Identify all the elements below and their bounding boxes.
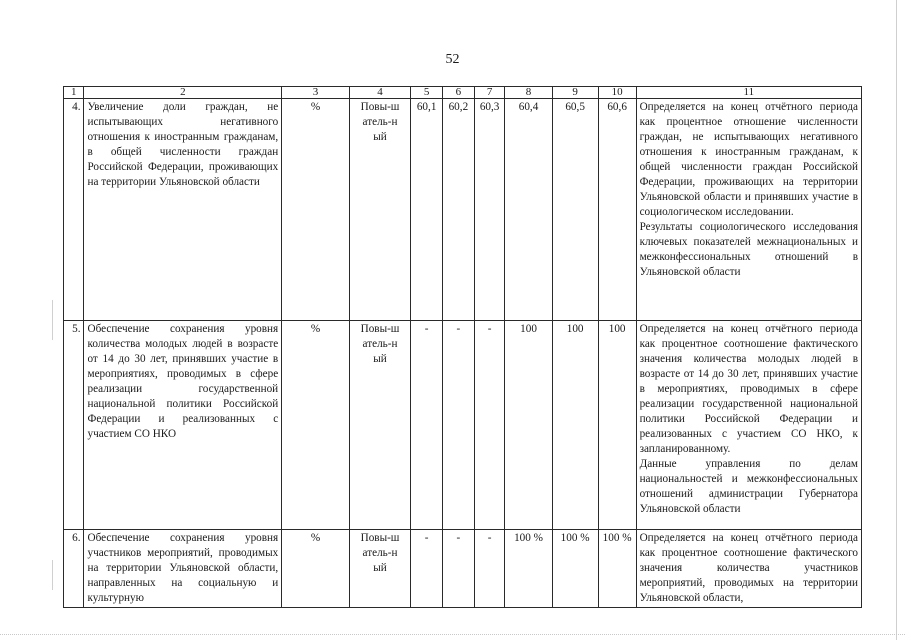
method-paragraph: Определяется на конец отчётного периода как процентное соотношение фактического значения количества участников мероприятий, проводимых на территории Ульяновской области, bbox=[639, 532, 858, 604]
header-cell: 1 bbox=[64, 87, 84, 99]
value-cell: 60,2 bbox=[443, 99, 475, 321]
value-cell: 60,5 bbox=[552, 99, 598, 321]
row-number: 4. bbox=[64, 99, 84, 321]
direction-cell bbox=[349, 530, 410, 608]
value-cell: 60,3 bbox=[474, 99, 505, 321]
unit-cell: % bbox=[282, 530, 350, 608]
value-cell: 100 bbox=[552, 321, 598, 530]
value-cell: 60,1 bbox=[411, 99, 443, 321]
value-cell: - bbox=[411, 530, 443, 608]
method-cell bbox=[636, 99, 861, 321]
scan-margin-mark bbox=[52, 560, 53, 590]
header-cell: 6 bbox=[443, 87, 475, 99]
indicator-name: Обеспечение сохранения уровня количества молодых людей в возрасте от 14 до 30 лет, принявших участие в мероприятиях, проводимых в сфере реализации государственной национальной политики Российской Федерации и реализованных с участием СО НКО bbox=[84, 321, 282, 530]
table-row bbox=[64, 321, 862, 530]
direction-text: Повы-шатель-ный bbox=[360, 323, 400, 365]
value-cell: 100 % bbox=[505, 530, 552, 608]
header-cell: 5 bbox=[411, 87, 443, 99]
header-cell: 9 bbox=[552, 87, 598, 99]
unit-cell: % bbox=[282, 99, 350, 321]
scan-noise-line bbox=[0, 634, 905, 636]
scan-edge-line bbox=[896, 0, 897, 640]
page-number: 52 bbox=[445, 52, 460, 67]
method-source: Результаты социологического исследования ключевых показателей межнациональных и межконфессиональных отношений в Ульяновской области bbox=[639, 221, 858, 278]
value-cell: - bbox=[443, 530, 475, 608]
value-cell: 100 bbox=[505, 321, 552, 530]
scan-margin-mark bbox=[52, 300, 53, 340]
header-cell: 2 bbox=[84, 87, 282, 99]
method-cell bbox=[636, 530, 861, 608]
value-cell: 100 % bbox=[552, 530, 598, 608]
value-cell: 60,6 bbox=[598, 99, 636, 321]
header-cell: 8 bbox=[505, 87, 552, 99]
direction-cell bbox=[349, 99, 410, 321]
header-cell: 7 bbox=[474, 87, 505, 99]
table-row bbox=[64, 99, 862, 321]
row-number: 5. bbox=[64, 321, 84, 530]
table-header-row bbox=[64, 87, 862, 99]
indicator-name: Увеличение доли граждан, не испытывающих негативного отношения к иностранным гражданам, в общей численности граждан Российской Федерации, проживающих на территории Ульяновской области bbox=[84, 99, 282, 321]
value-cell: - bbox=[443, 321, 475, 530]
value-cell: - bbox=[474, 321, 505, 530]
indicator-name: Обеспечение сохранения уровня участников мероприятий, проводимых на территории Ульяновской области, направленных на социальную и культурную bbox=[84, 530, 282, 608]
table-row bbox=[64, 530, 862, 608]
header-cell: 11 bbox=[636, 87, 861, 99]
header-cell: 4 bbox=[349, 87, 410, 99]
unit-cell: % bbox=[282, 321, 350, 530]
value-cell: 100 % bbox=[598, 530, 636, 608]
method-cell bbox=[636, 321, 861, 530]
header-cell: 3 bbox=[282, 87, 350, 99]
value-cell: - bbox=[474, 530, 505, 608]
method-paragraph: Определяется на конец отчётного периода как процентное соотношение фактического значения количества молодых людей в возрасте от 14 до 30 лет, принявших участие в мероприятиях, проводимых в сфере реализации государственной национальной политики Российской Федерации и реализованных с участием СО НКО, к запланированному. bbox=[639, 323, 858, 455]
indicators-table bbox=[63, 86, 862, 608]
method-paragraph: Определяется на конец отчётного периода как процентное отношение численности граждан, не испытывающих негативного отношения к иностранным гражданам, к общей численности граждан Российской Федерации, проживающих на территории Ульяновской области и принявших участие в социологическом исследовании. bbox=[639, 101, 858, 218]
value-cell: - bbox=[411, 321, 443, 530]
header-cell: 10 bbox=[598, 87, 636, 99]
method-source: Данные управления по делам национальностей и межконфессиональных отношений администрации Губернатора Ульяновской области bbox=[639, 458, 858, 515]
direction-text: Повы-шатель-ный bbox=[360, 532, 400, 574]
row-number: 6. bbox=[64, 530, 84, 608]
direction-text: Повы-шатель-ный bbox=[360, 101, 400, 143]
direction-cell bbox=[349, 321, 410, 530]
value-cell: 100 bbox=[598, 321, 636, 530]
value-cell: 60,4 bbox=[505, 99, 552, 321]
